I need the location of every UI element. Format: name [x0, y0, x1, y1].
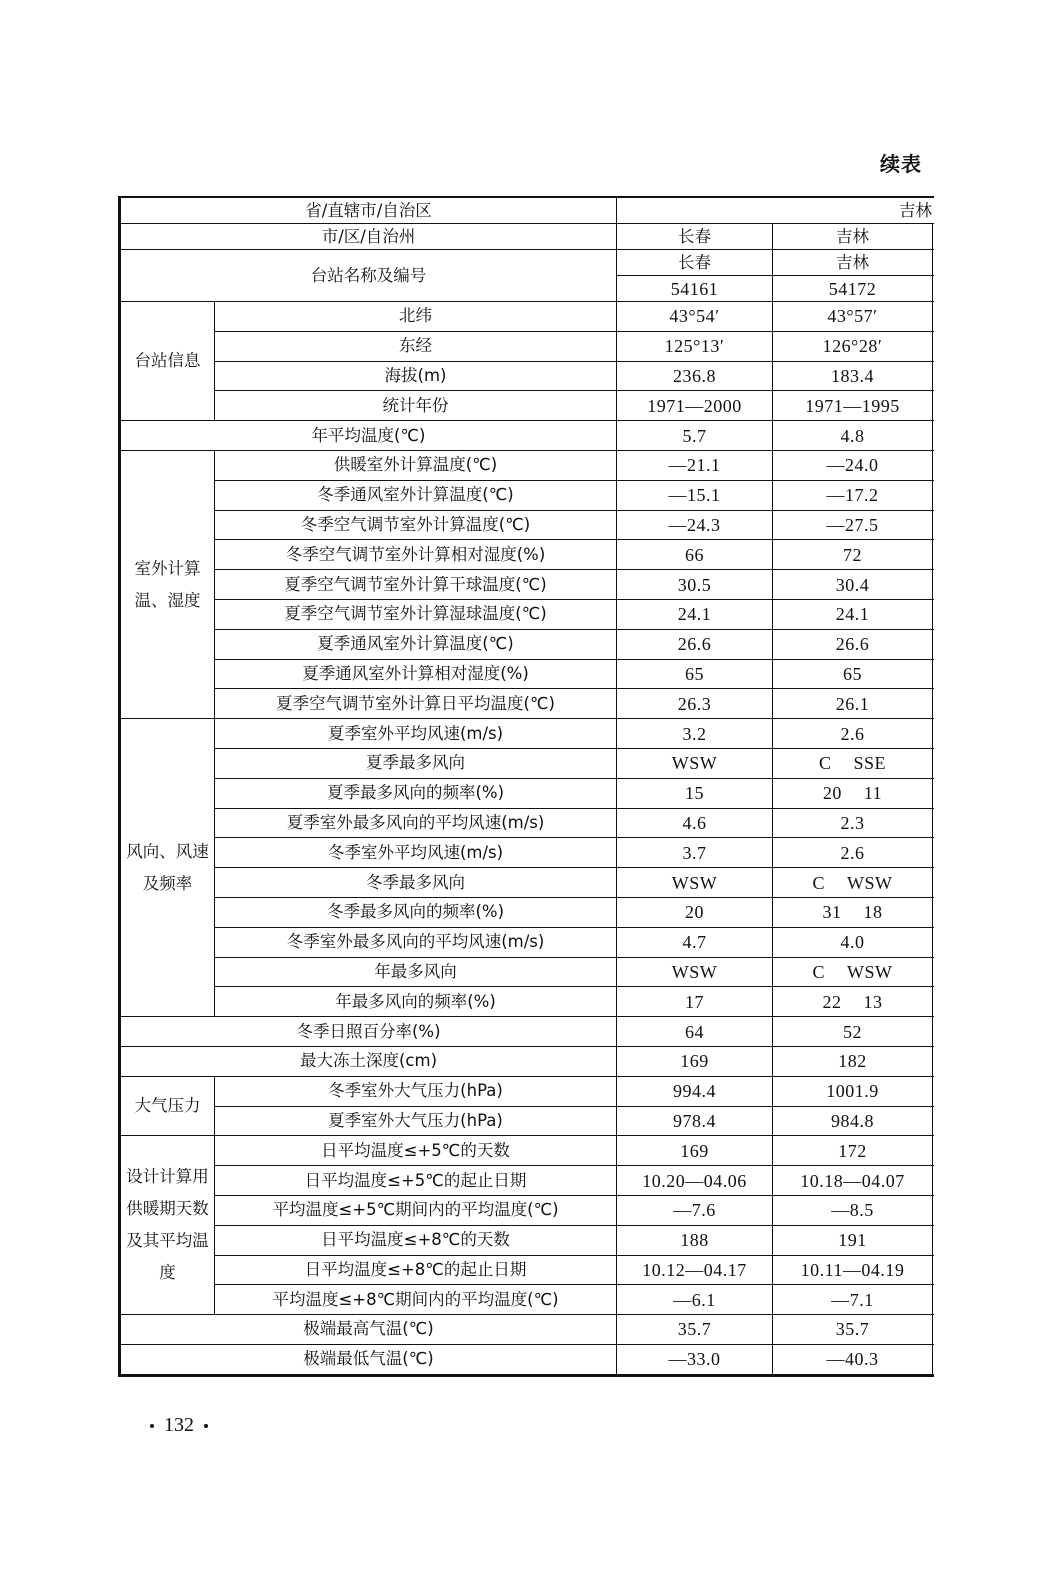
cell-subvalue: WSW [847, 961, 893, 982]
row-label: 冬季最多风向 [215, 868, 617, 898]
bullet-dot [204, 1424, 208, 1428]
cell-subvalue: 20 [822, 783, 842, 804]
cell-value: 15 [617, 778, 773, 808]
climate-parameters-table [118, 196, 934, 1377]
cell-subvalue: C [818, 753, 832, 774]
cell-value: 1001.9 [773, 1076, 933, 1106]
row-label: 冬季最多风向的频率(%) [215, 897, 617, 927]
cell-value: 4.8 [773, 421, 933, 451]
table-row [120, 1195, 935, 1225]
station-name-row [120, 250, 935, 276]
cell-subvalue: 18 [863, 902, 883, 923]
cell-value: 30.4 [773, 570, 933, 600]
climate-table-container [118, 196, 934, 1377]
row-label: 极端最低气温(℃) [120, 1344, 617, 1375]
table-row [120, 1344, 935, 1375]
cell-value: —33.0 [617, 1344, 773, 1375]
table-row [120, 778, 935, 808]
table-row [120, 719, 935, 749]
cell-value: 26.6 [773, 629, 933, 659]
row-label: 东经 [215, 331, 617, 361]
cell-value: —27.5 [773, 510, 933, 540]
cell-subvalue: 22 [822, 991, 842, 1012]
table-row [120, 540, 935, 570]
cell-subvalue: 31 [822, 902, 842, 923]
cell-value: 26.1 [773, 689, 933, 719]
row-label: 夏季室外最多风向的平均风速(m/s) [215, 808, 617, 838]
table-row [120, 450, 935, 480]
table-row [120, 421, 935, 451]
row-label: 冬季空气调节室外计算温度(℃) [215, 510, 617, 540]
table-row [120, 1166, 935, 1196]
cell-value: 65 [773, 659, 933, 689]
cell-value: 1971—1995 [773, 391, 933, 421]
table-row [120, 1017, 935, 1047]
group-outdoor-calc: 室外计算温、湿度 [120, 450, 215, 718]
cell-value: 2.3 [773, 808, 933, 838]
group-station-info: 台站信息 [120, 302, 215, 421]
table-row [120, 957, 935, 987]
station-code: 54161 [617, 276, 773, 302]
cell-value: —24.0 [773, 450, 933, 480]
table-row [120, 1285, 935, 1315]
cell-subvalue: SSE [853, 753, 887, 774]
table-row [120, 391, 935, 421]
cell-value: 43°54′ [617, 302, 773, 332]
province-value: 吉林 [617, 197, 935, 224]
table-row [120, 1136, 935, 1166]
continued-table-label: 续表 [880, 152, 922, 176]
cell-value: —24.3 [617, 510, 773, 540]
cell-value: —7.6 [617, 1195, 773, 1225]
row-label: 夏季最多风向 [215, 748, 617, 778]
group-wind: 风向、风速及频率 [120, 719, 215, 1017]
table-row [120, 1255, 935, 1285]
province-label: 省/直辖市/自治区 [120, 197, 617, 224]
page-number-text: 132 [164, 1414, 194, 1436]
station-label: 台站名称及编号 [120, 250, 617, 302]
row-label: 冬季空气调节室外计算相对湿度(%) [215, 540, 617, 570]
cell-value: 52 [773, 1017, 933, 1047]
table-row [120, 838, 935, 868]
cell-value: 4.0 [773, 927, 933, 957]
table-row [120, 927, 935, 957]
cell-value-pair [773, 868, 933, 898]
cell-value: 17 [617, 987, 773, 1017]
row-label: 最大冻土深度(cm) [120, 1046, 617, 1076]
cell-value: 20 [617, 897, 773, 927]
station-code: 54172 [773, 276, 933, 302]
row-label: 年平均温度(℃) [120, 421, 617, 451]
row-label: 冬季室外最多风向的平均风速(m/s) [215, 927, 617, 957]
row-label: 冬季日照百分率(%) [120, 1017, 617, 1047]
table-row [120, 897, 935, 927]
cell-value: 3.2 [617, 719, 773, 749]
station-name: 吉林 [773, 250, 933, 276]
cell-value: WSW [617, 868, 773, 898]
cell-value: —21.1 [617, 450, 773, 480]
row-label: 夏季空气调节室外计算湿球温度(℃) [215, 599, 617, 629]
table-row [120, 1225, 935, 1255]
page-number [140, 1414, 218, 1437]
city-label: 市/区/自治州 [120, 224, 617, 250]
table-row [120, 689, 935, 719]
group-heating-period: 设计计算用供暖期天数及其平均温度 [120, 1136, 215, 1315]
cell-subvalue: 13 [863, 991, 883, 1012]
table-row [120, 868, 935, 898]
cell-value: 172 [773, 1136, 933, 1166]
row-label: 年最多风向 [215, 957, 617, 987]
cell-value-pair [773, 957, 933, 987]
bullet-dot [150, 1424, 154, 1428]
row-label: 日平均温度≤+8℃的天数 [215, 1225, 617, 1255]
cell-value: 30.5 [617, 570, 773, 600]
cell-subvalue: 11 [863, 783, 883, 804]
cell-value: 65 [617, 659, 773, 689]
row-label: 海拔(m) [215, 361, 617, 391]
cell-value: 4.6 [617, 808, 773, 838]
cell-value: 64 [617, 1017, 773, 1047]
cell-value-pair [773, 897, 933, 927]
cell-value: 35.7 [773, 1315, 933, 1345]
table-row [120, 302, 935, 332]
table-row [120, 599, 935, 629]
cell-value: 169 [617, 1046, 773, 1076]
cell-value: —15.1 [617, 480, 773, 510]
cell-value: 1971—2000 [617, 391, 773, 421]
city-value: 吉林 [773, 224, 933, 250]
cell-value: 10.20—04.06 [617, 1166, 773, 1196]
station-name: 长春 [617, 250, 773, 276]
table-row [120, 659, 935, 689]
row-label: 供暖室外计算温度(℃) [215, 450, 617, 480]
row-label: 日平均温度≤+5℃的起止日期 [215, 1166, 617, 1196]
province-row [120, 197, 935, 224]
cell-value: —40.3 [773, 1344, 933, 1375]
cell-subvalue: WSW [847, 872, 893, 893]
cell-value-pair [773, 778, 933, 808]
group-pressure: 大气压力 [120, 1076, 215, 1136]
cell-value: 183.4 [773, 361, 933, 391]
row-label: 冬季室外平均风速(m/s) [215, 838, 617, 868]
row-label: 年最多风向的频率(%) [215, 987, 617, 1017]
table-row [120, 570, 935, 600]
table-row [120, 1076, 935, 1106]
row-label: 日平均温度≤+8℃的起止日期 [215, 1255, 617, 1285]
cell-value: 10.18—04.07 [773, 1166, 933, 1196]
cell-value: 26.6 [617, 629, 773, 659]
row-label: 冬季室外大气压力(hPa) [215, 1076, 617, 1106]
table-row [120, 748, 935, 778]
cell-value: 978.4 [617, 1106, 773, 1136]
cell-value: 191 [773, 1225, 933, 1255]
cell-value: WSW [617, 748, 773, 778]
cell-value: 3.7 [617, 838, 773, 868]
row-label: 夏季最多风向的频率(%) [215, 778, 617, 808]
row-label: 平均温度≤+5℃期间内的平均温度(℃) [215, 1195, 617, 1225]
cell-value: —7.1 [773, 1285, 933, 1315]
table-row [120, 331, 935, 361]
row-label: 夏季通风室外计算温度(℃) [215, 629, 617, 659]
cell-value-pair [773, 987, 933, 1017]
city-row [120, 224, 935, 250]
table-row [120, 480, 935, 510]
row-label: 夏季通风室外计算相对湿度(%) [215, 659, 617, 689]
cell-value: 43°57′ [773, 302, 933, 332]
row-label: 夏季空气调节室外计算日平均温度(℃) [215, 689, 617, 719]
table-row [120, 510, 935, 540]
cell-value: WSW [617, 957, 773, 987]
table-row [120, 361, 935, 391]
cell-value: 5.7 [617, 421, 773, 451]
cell-value: 26.3 [617, 689, 773, 719]
cell-value: 2.6 [773, 838, 933, 868]
cell-value: 236.8 [617, 361, 773, 391]
row-label: 统计年份 [215, 391, 617, 421]
row-label: 夏季室外平均风速(m/s) [215, 719, 617, 749]
cell-value: 10.12—04.17 [617, 1255, 773, 1285]
cell-value: 994.4 [617, 1076, 773, 1106]
row-label: 冬季通风室外计算温度(℃) [215, 480, 617, 510]
cell-value: 125°13′ [617, 331, 773, 361]
cell-value: 169 [617, 1136, 773, 1166]
cell-value: 35.7 [617, 1315, 773, 1345]
cell-value: 4.7 [617, 927, 773, 957]
cell-value: 66 [617, 540, 773, 570]
cell-value: 24.1 [617, 599, 773, 629]
cell-value: 126°28′ [773, 331, 933, 361]
cell-value: 182 [773, 1046, 933, 1076]
table-row [120, 629, 935, 659]
city-value: 长春 [617, 224, 773, 250]
table-row [120, 1315, 935, 1345]
table-row [120, 808, 935, 838]
row-label: 日平均温度≤+5℃的天数 [215, 1136, 617, 1166]
cell-value: 188 [617, 1225, 773, 1255]
table-row [120, 987, 935, 1017]
row-label: 夏季室外大气压力(hPa) [215, 1106, 617, 1136]
cell-subvalue: C [812, 961, 825, 982]
cell-value-pair [773, 748, 933, 778]
cell-value: 984.8 [773, 1106, 933, 1136]
row-label: 北纬 [215, 302, 617, 332]
cell-value: —8.5 [773, 1195, 933, 1225]
row-label: 夏季空气调节室外计算干球温度(℃) [215, 570, 617, 600]
row-label: 极端最高气温(℃) [120, 1315, 617, 1345]
cell-value: 24.1 [773, 599, 933, 629]
cell-value: 10.11—04.19 [773, 1255, 933, 1285]
table-row [120, 1046, 935, 1076]
table-row [120, 1106, 935, 1136]
cell-subvalue: C [812, 872, 825, 893]
cell-value: —17.2 [773, 480, 933, 510]
cell-value: 2.6 [773, 719, 933, 749]
cell-value: 72 [773, 540, 933, 570]
cell-value: —6.1 [617, 1285, 773, 1315]
row-label: 平均温度≤+8℃期间内的平均温度(℃) [215, 1285, 617, 1315]
